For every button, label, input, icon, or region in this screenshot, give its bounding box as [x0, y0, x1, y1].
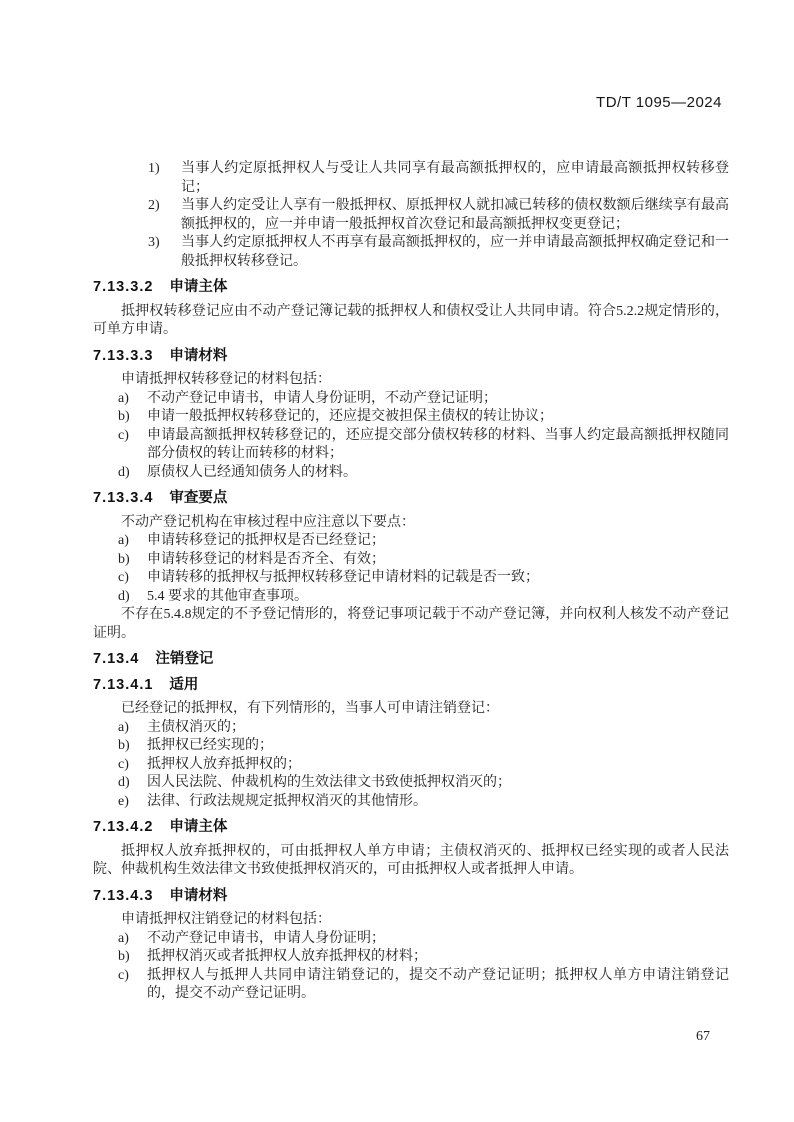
list-item [93, 948, 729, 967]
list-item [93, 408, 729, 427]
section-number: 7.13.4.1 [93, 676, 154, 693]
section-title: 申请材料 [169, 887, 228, 904]
list-item-text: 5.4 要求的其他审查事项。 [147, 588, 308, 604]
list-item-text: 主债权消灭的； [147, 719, 245, 735]
section-number: 7.13.3.2 [93, 279, 154, 295]
section-number: 7.13.3.4 [93, 490, 154, 506]
section-title: 申请材料 [169, 347, 228, 364]
lead-paragraph: 不动产登记机构在审核过程中应注意以下要点： [121, 514, 415, 530]
section-number: 7.13.4 [93, 651, 140, 667]
list-marker: c) [118, 967, 129, 983]
closing-paragraph: 不存在5.4.8规定的不予登记情形的，将登记事项记载于不动产登记簿，并向权利人核发不动产登记证明。 [93, 607, 729, 641]
section-heading-7-13-4-2 [93, 818, 729, 837]
section-title: 注销登记 [155, 651, 214, 667]
list-item-text: 申请转移的抵押权与抵押权转移登记申请材料的记载是否一致； [147, 570, 539, 585]
lettered-list [93, 719, 729, 812]
list-item [93, 737, 729, 756]
list-marker: d) [118, 775, 130, 790]
section-heading-7-13-3-4 [93, 489, 729, 508]
section-title: 申请主体 [169, 279, 228, 295]
list-item [93, 967, 729, 1004]
list-marker: 3) [148, 235, 160, 250]
list-item [93, 464, 729, 483]
list-item-text: 不动产登记申请书，申请人身份证明； [147, 930, 385, 946]
page-number: 67 [696, 1029, 710, 1044]
list-marker: 1) [148, 161, 160, 176]
list-marker: e) [118, 793, 129, 809]
section-heading-7-13-4-3 [93, 887, 729, 906]
paragraph: 抵押权人放弃抵押权的，可由抵押权人单方申请；主债权消灭的、抵押权已经实现的或者人民法院、仲裁机构生效法律文书致使抵押权消灭的，可由抵押权人或者抵押人申请。 [93, 843, 729, 877]
list-item-text: 当事人约定原抵押权人不再享有最高额抵押权的，应一并申请最高额抵押权确定登记和一般抵押权转移登记。 [181, 235, 729, 269]
list-item [93, 569, 729, 588]
list-item-text: 申请转移登记的抵押权是否已经登记； [147, 533, 385, 548]
list-item [93, 427, 729, 464]
section-title: 适用 [169, 676, 199, 693]
list-marker: c) [118, 756, 129, 772]
list-item-text: 法律、行政法规规定抵押权消灭的其他情形。 [147, 793, 427, 809]
list-marker: 2) [148, 198, 160, 213]
list-item [93, 793, 729, 812]
lettered-list [93, 390, 729, 483]
list-item [93, 160, 729, 197]
list-item-text: 当事人约定受让人享有一般抵押权、原抵押权人就扣减已转移的债权数额后继续享有最高额抵押权的，应一并申请一般抵押权首次登记和最高额抵押权变更登记； [181, 198, 729, 232]
list-marker: d) [118, 588, 130, 604]
list-marker: a) [118, 533, 129, 548]
list-item-text: 申请转移登记的材料是否齐全、有效； [147, 551, 385, 567]
list-marker: b) [118, 551, 130, 567]
section-title: 申请主体 [169, 819, 228, 835]
section-number: 7.13.4.3 [93, 887, 154, 904]
section-number: 7.13.3.3 [93, 347, 154, 364]
section-number: 7.13.4.2 [93, 819, 154, 835]
list-marker: b) [118, 949, 130, 964]
list-item [93, 197, 729, 234]
list-marker: c) [118, 570, 129, 585]
list-item [93, 532, 729, 551]
list-item-text: 抵押权人与抵押人共同申请注销登记的，提交不动产登记证明；抵押权人单方申请注销登记的，提交不动产登记证明。 [147, 967, 729, 1001]
section-title: 审查要点 [169, 490, 228, 506]
lead-paragraph: 申请抵押权注销登记的材料包括： [121, 912, 331, 927]
list-marker: a) [118, 719, 129, 735]
list-marker: a) [118, 390, 129, 406]
section-heading-7-13-3-2 [93, 278, 729, 297]
lead-paragraph: 申请抵押权转移登记的材料包括： [121, 372, 331, 387]
list-item [93, 774, 729, 793]
list-item-text: 不动产登记申请书，申请人身份证明，不动产登记证明； [147, 390, 497, 406]
list-marker: b) [118, 738, 130, 753]
lead-paragraph: 已经登记的抵押权，有下列情形的，当事人可申请注销登记： [121, 701, 499, 716]
list-item-text: 抵押权人放弃抵押权的； [147, 756, 301, 772]
list-item [93, 588, 729, 607]
list-item [93, 551, 729, 570]
list-item-text: 原债权人已经通知债务人的材料。 [147, 464, 357, 480]
numbered-list [93, 160, 729, 271]
lettered-list [93, 930, 729, 1004]
section-heading-7-13-3-3 [93, 347, 729, 366]
list-item-text: 抵押权已经实现的； [147, 738, 273, 753]
list-item [93, 234, 729, 271]
list-item [93, 719, 729, 738]
section-heading-7-13-4-1 [93, 676, 729, 695]
list-item-text: 抵押权消灭或者抵押权人放弃抵押权的材料； [147, 949, 427, 964]
list-item [93, 756, 729, 775]
section-heading-7-13-4 [93, 650, 729, 669]
paragraph: 抵押权转移登记应由不动产登记簿记载的抵押权人和债权受让人共同申请。符合5.2.2规定情形的，可单方申请。 [93, 303, 729, 337]
list-item-text: 因人民法院、仲裁机构的生效法律文书致使抵押权消灭的； [147, 775, 511, 790]
list-item-text: 当事人约定原抵押权人与受让人共同享有最高额抵押权的，应申请最高额抵押权转移登记； [181, 161, 729, 195]
list-marker: b) [118, 409, 130, 424]
list-item [93, 390, 729, 409]
list-marker: d) [118, 464, 130, 480]
list-marker: a) [118, 930, 129, 946]
list-item-text: 申请最高额抵押权转移登记的，还应提交部分债权转移的材料、当事人约定最高额抵押权随同部分债权的转让而转移的材料； [147, 427, 729, 461]
page-content [93, 160, 729, 1004]
list-item [93, 930, 729, 949]
doc-code: TD/T 1095—2024 [596, 94, 722, 111]
list-marker: c) [118, 427, 129, 443]
list-item-text: 申请一般抵押权转移登记的，还应提交被担保主债权的转让协议； [147, 409, 553, 424]
lettered-list [93, 532, 729, 606]
